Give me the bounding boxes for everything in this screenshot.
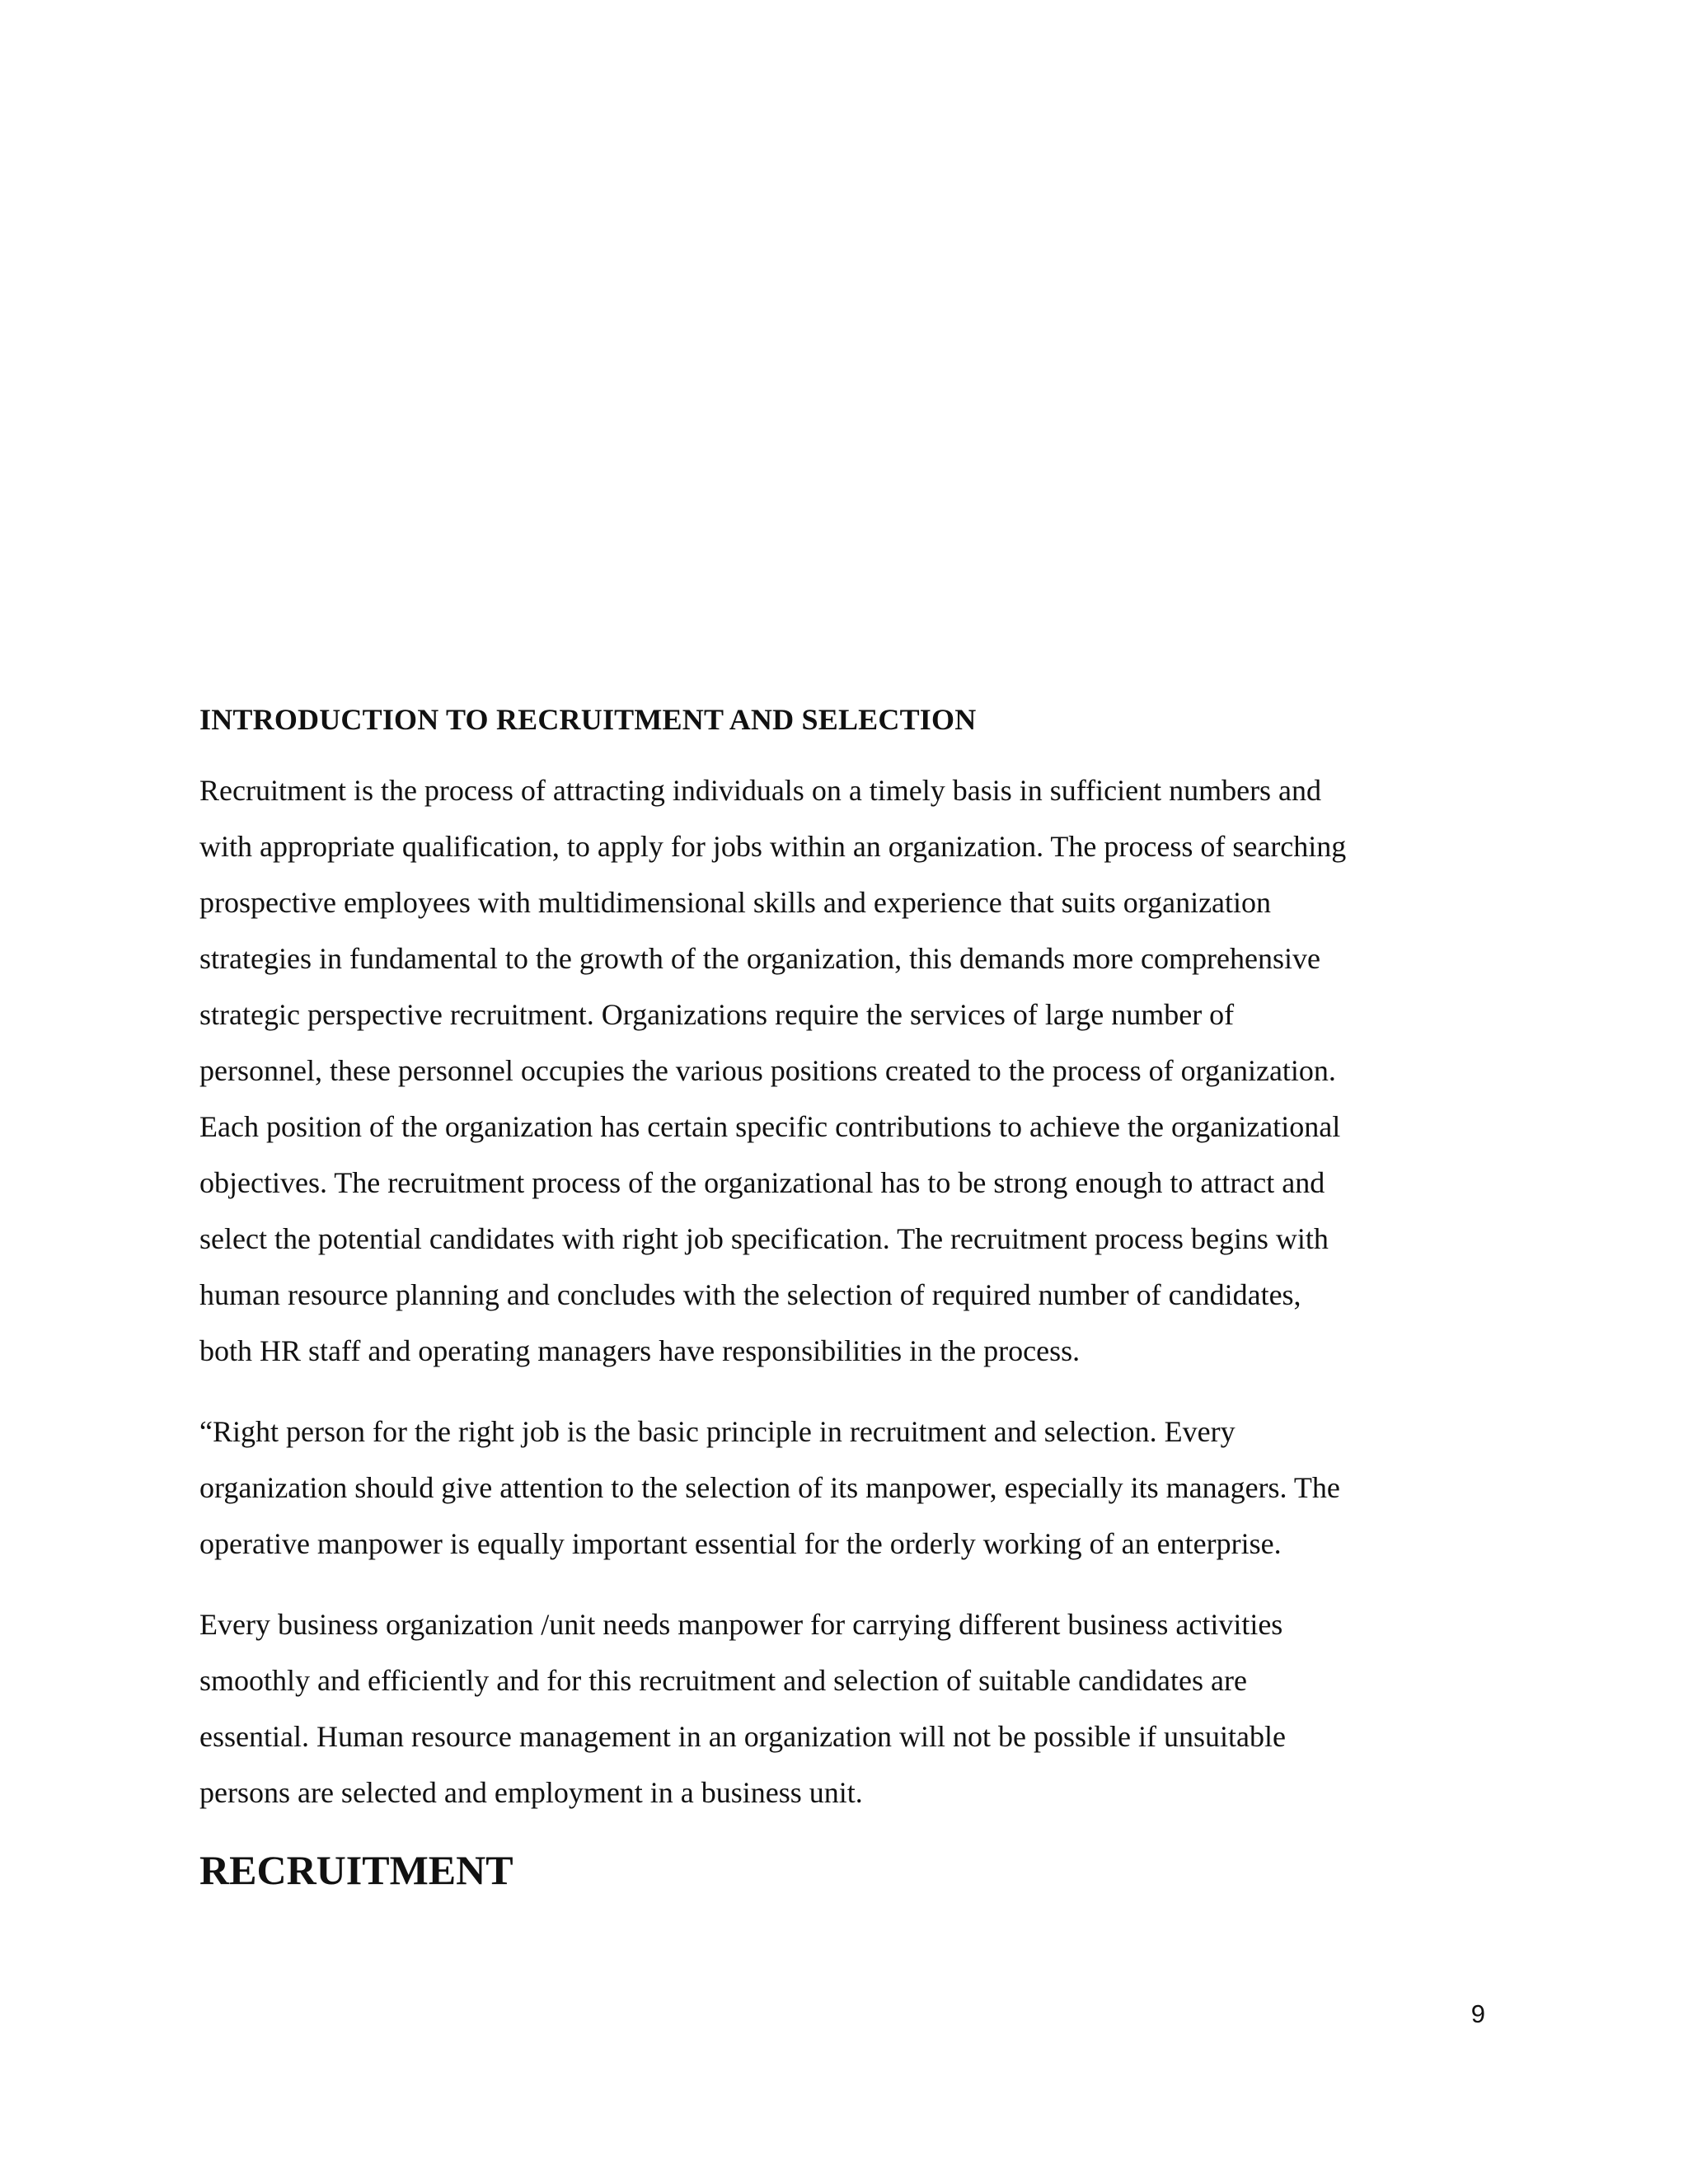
paragraph-1 (199, 762, 1485, 1379)
section-heading: INTRODUCTION TO RECRUITMENT AND SELECTION (199, 703, 977, 736)
paragraph-line: select the potential candidates with right job specification. The recruitment process begins with (199, 1221, 1329, 1255)
paragraph-line: personnel, these personnel occupies the various positions created to the process of organization. (199, 1053, 1336, 1087)
paragraph-line: Every business organization /unit needs manpower for carrying different business activities (199, 1607, 1283, 1641)
paragraph-line: “Right person for the right job is the basic principle in recruitment and selection. Every (199, 1414, 1236, 1448)
page-number: 9 (1470, 1999, 1485, 2028)
paragraph-line: strategies in fundamental to the growth of the organization, this demands more comprehensive (199, 941, 1320, 975)
paragraph-line: organization should give attention to the selection of its manpower, especially its managers. The (199, 1470, 1340, 1504)
paragraph-line: persons are selected and employment in a business unit. (199, 1775, 863, 1809)
paragraph-line: Recruitment is the process of attracting individuals on a timely basis in sufficient numbers and (199, 773, 1322, 807)
paragraph-3 (199, 1596, 1485, 1821)
paragraph-line: with appropriate qualification, to apply for jobs within an organization. The process of searching (199, 829, 1347, 863)
paragraph-line: essential. Human resource management in an organization will not be possible if unsuitable (199, 1719, 1286, 1753)
paragraph-line: smoothly and efficiently and for this recruitment and selection of suitable candidates are (199, 1663, 1247, 1697)
paragraph-2 (199, 1404, 1485, 1572)
paragraph-line: Each position of the organization has certain specific contributions to achieve the organizational (199, 1109, 1341, 1143)
page-content (199, 701, 1485, 1895)
paragraph-line: operative manpower is equally important essential for the orderly working of an enterprise. (199, 1526, 1282, 1560)
paragraph-line: prospective employees with multidimensional skills and experience that suits organization (199, 885, 1272, 919)
recruitment-heading: RECRUITMENT (199, 1846, 513, 1893)
paragraph-line: objectives. The recruitment process of the organizational has to be strong enough to attract and (199, 1165, 1325, 1199)
paragraph-line: strategic perspective recruitment. Organizations require the services of large number of (199, 997, 1235, 1031)
paragraph-line: human resource planning and concludes with the selection of required number of candidates, (199, 1277, 1301, 1311)
paragraph-line: both HR staff and operating managers have responsibilities in the process. (199, 1333, 1081, 1367)
